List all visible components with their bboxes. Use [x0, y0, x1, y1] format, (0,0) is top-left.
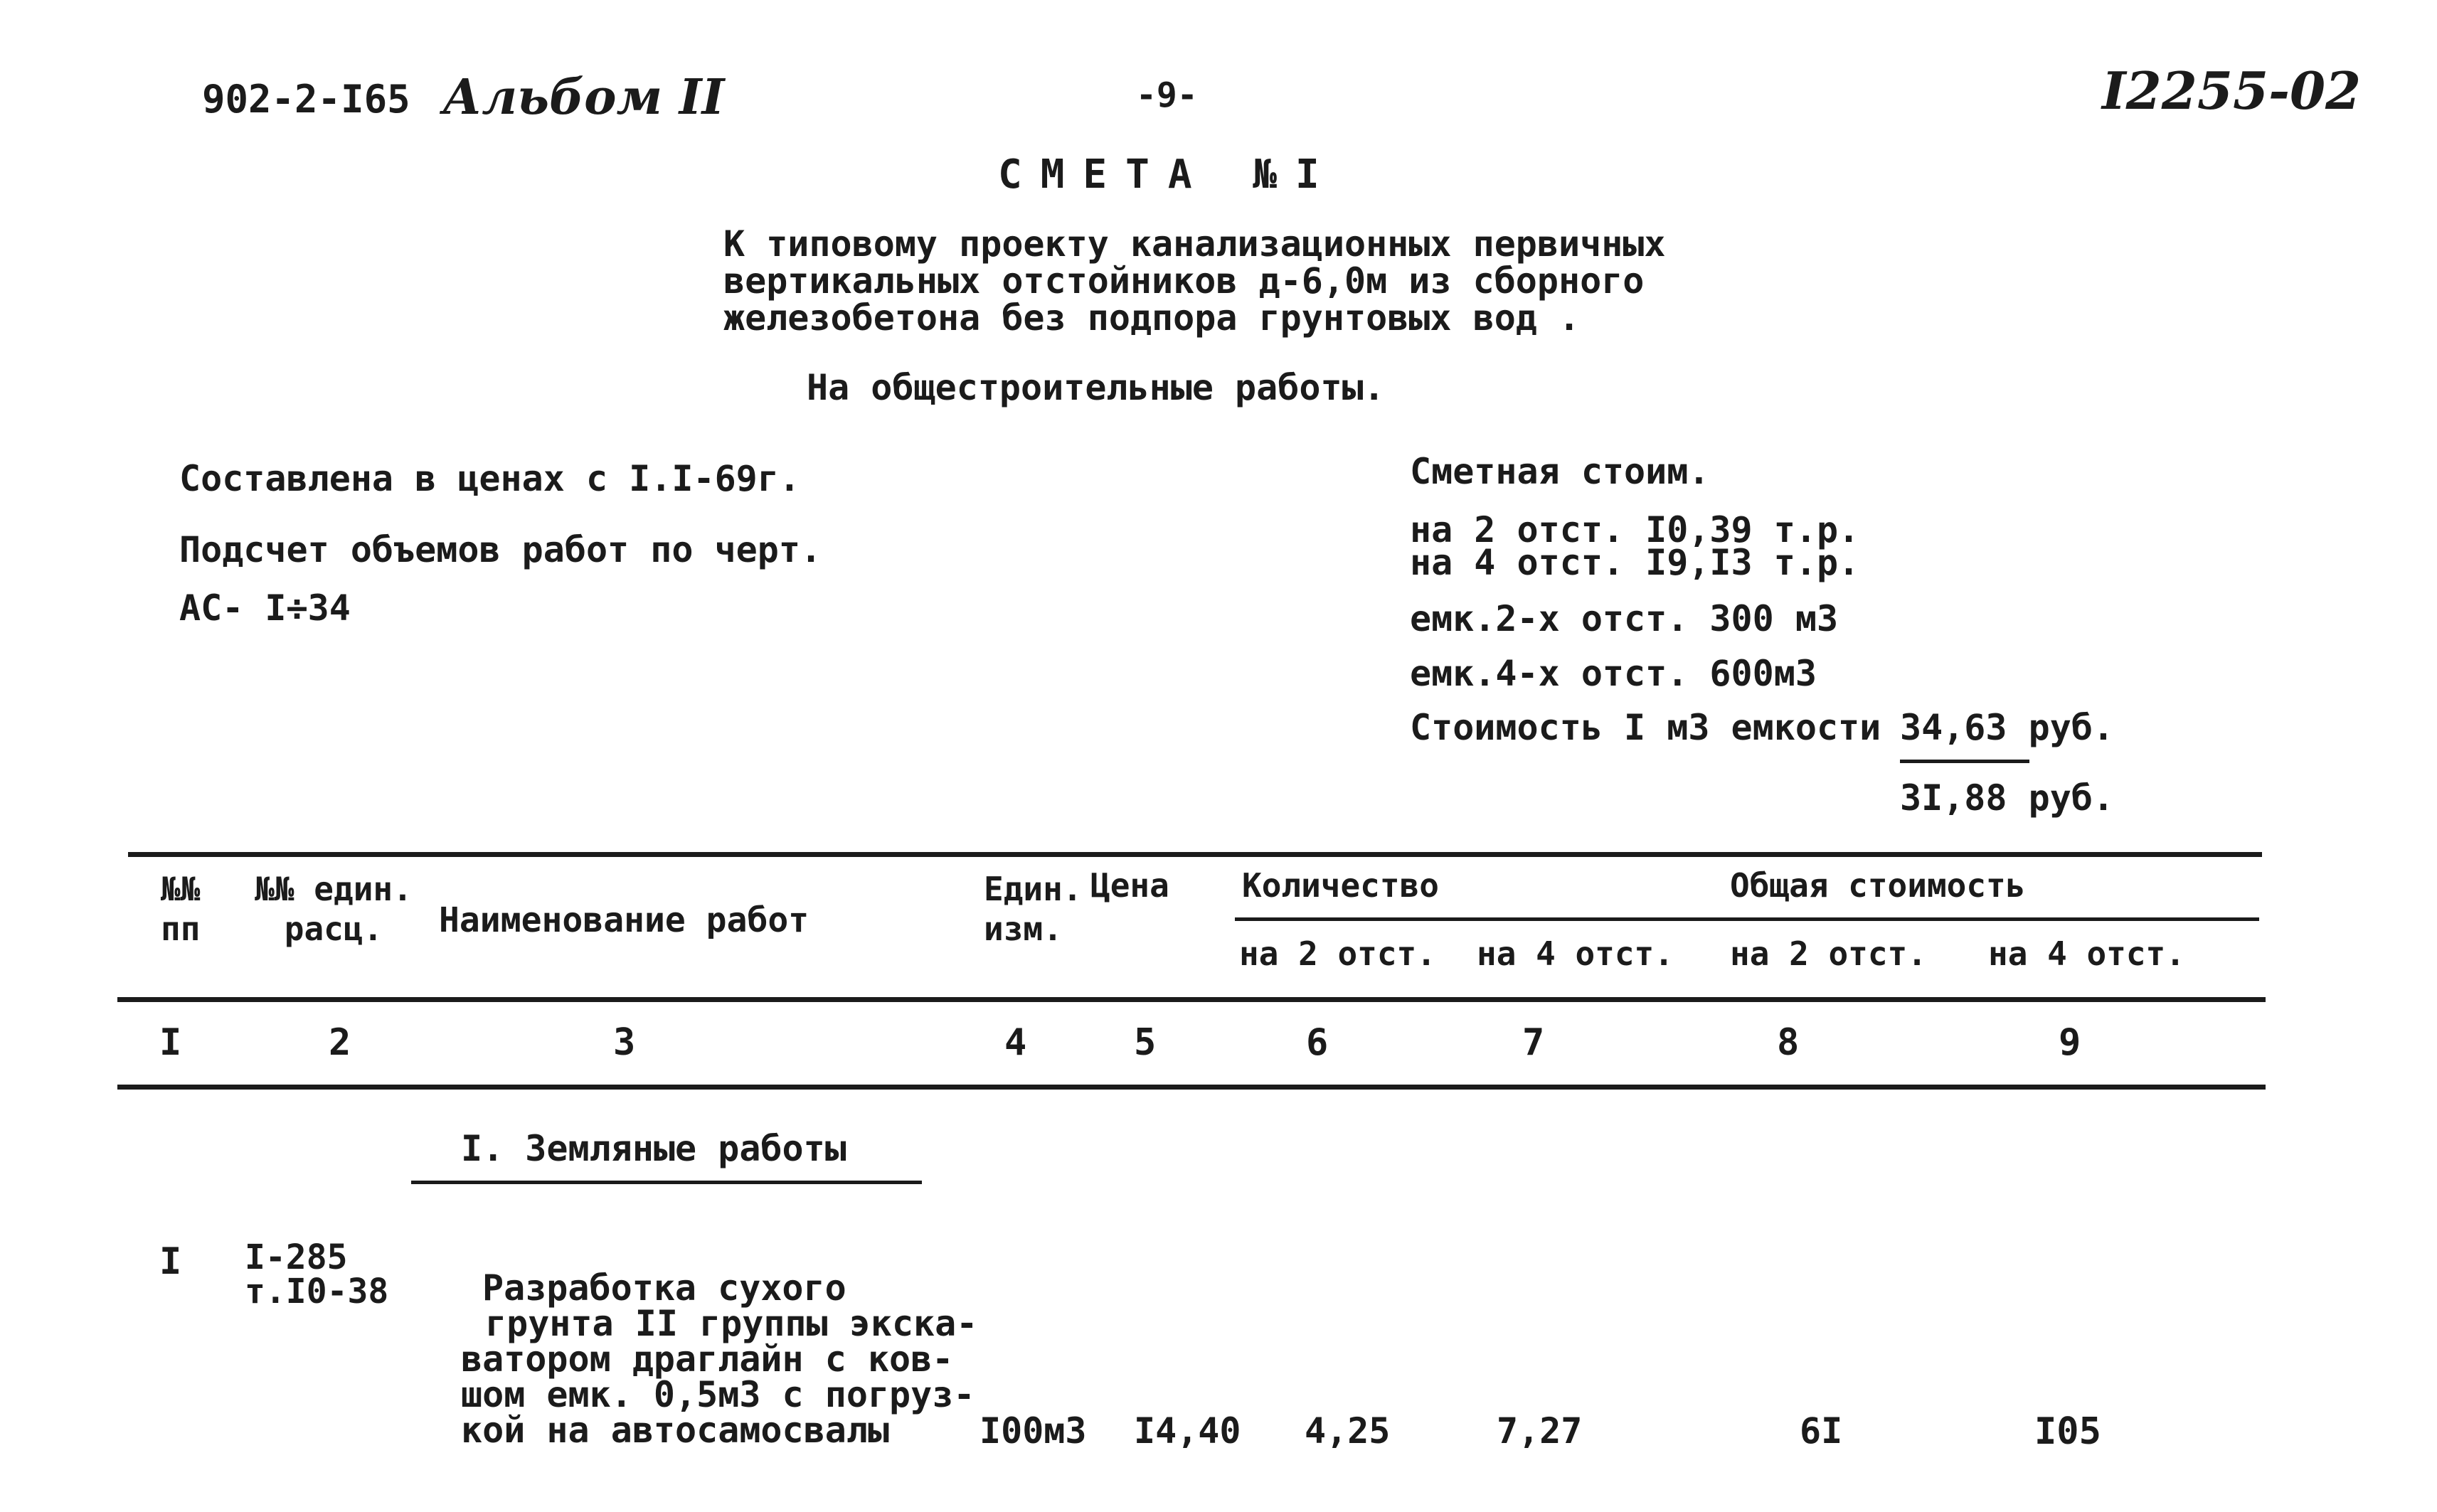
unit-cost-divider	[1900, 760, 2029, 763]
header-qty-4: на 4 отст.	[1477, 935, 1674, 973]
col-number-8: 8	[1777, 1021, 1800, 1064]
archive-number: I2255-02	[2102, 60, 2362, 121]
header-num: №№ пп	[161, 870, 201, 948]
capacity-4-settlers: емк.4-х отст. 600м3	[1410, 653, 1817, 694]
row-1-desc-line-4: шом емк. 0,5м3 с погруз-	[461, 1374, 975, 1415]
document-title: СМЕТА №I	[998, 151, 1338, 198]
col-number-2: 2	[329, 1021, 351, 1064]
subtitle-line-3: железобетона без подпора грунтовых вод .	[723, 297, 1581, 339]
col-number-5: 5	[1134, 1021, 1157, 1064]
document-code: 902-2-I65	[202, 77, 410, 122]
section-title-underline	[411, 1181, 922, 1184]
subtitle-line-2: вертикальных отстойников д-6,0м из сборного	[723, 260, 1645, 302]
row-1-unit: I00м3	[979, 1410, 1087, 1452]
header-work-name: Наименование работ	[439, 900, 809, 940]
volumes-basis: Подсчет объемов работ по черт.	[179, 529, 822, 570]
row-1-total-4: I05	[2034, 1410, 2101, 1453]
capacity-2-settlers: емк.2-х отст. 300 м3	[1410, 598, 1839, 639]
header-rate: №№ един. расц.	[255, 870, 413, 948]
album-label: Альбом II	[442, 69, 725, 126]
row-1-qty-2: 4,25	[1305, 1410, 1391, 1452]
col-number-3: 3	[613, 1021, 636, 1064]
cost-2-settlers: на 2 отст. I0,39 т.р.	[1410, 509, 1860, 550]
unit-cost-label: Стоимость I м3 емкости	[1410, 707, 1881, 748]
header-sub-rule	[1235, 917, 2259, 921]
row-1-desc-line-3: ватором драглайн с ков-	[461, 1338, 954, 1380]
header-total-cost: Общая стоимость	[1730, 866, 2026, 905]
row-1-rate-line-1: I-285	[245, 1237, 348, 1277]
table-top-rule	[128, 852, 2262, 857]
prices-basis: Составлена в ценах с I.I-69г.	[179, 458, 800, 499]
header-quantity: Количество	[1242, 866, 1439, 905]
section-title: I. Земляные работы	[461, 1128, 846, 1169]
page-number: -9-	[1136, 75, 1198, 115]
row-1-description	[461, 1267, 978, 1451]
row-1-price: I4,40	[1134, 1410, 1241, 1452]
col-number-9: 9	[2059, 1021, 2081, 1064]
header-qty-2: на 2 отст.	[1239, 935, 1436, 973]
row-1-total-2: 6I	[1800, 1410, 1843, 1452]
header-bottom-rule	[117, 997, 2266, 1002]
drawings-ref: АС- I÷34	[179, 587, 351, 629]
estimated-cost-heading: Сметная стоим.	[1410, 451, 1710, 492]
col-number-4: 4	[1004, 1021, 1027, 1064]
subtitle-line-1: К типовому проекту канализационных первичных	[723, 223, 1666, 265]
col-number-1: I	[159, 1021, 182, 1064]
column-numbers-rule	[117, 1085, 2266, 1090]
col-number-7: 7	[1522, 1021, 1545, 1064]
row-1-desc-line-2: грунта II группы экска-	[485, 1303, 978, 1344]
works-type: На общестроительные работы.	[807, 367, 1385, 408]
col-number-6: 6	[1306, 1021, 1329, 1064]
row-1-num: I	[159, 1240, 182, 1283]
header-total-2: на 2 отст.	[1730, 935, 1927, 973]
header-total-4: на 4 отст.	[1988, 935, 2185, 973]
row-1-desc-line-5: кой на автосамосвалы	[461, 1410, 890, 1451]
header-price: Цена	[1090, 866, 1169, 905]
row-1-rate-line-2: т.I0-38	[245, 1272, 389, 1311]
row-1-qty-4: 7,27	[1497, 1410, 1583, 1452]
header-unit: Един. изм.	[984, 870, 1083, 948]
unit-cost-2: 34,63 руб.	[1900, 707, 2115, 748]
cost-4-settlers: на 4 отст. I9,I3 т.р.	[1410, 542, 1860, 583]
row-1-desc-line-1: Разработка сухого	[482, 1267, 846, 1309]
unit-cost-4: 3I,88 руб.	[1900, 777, 2115, 819]
